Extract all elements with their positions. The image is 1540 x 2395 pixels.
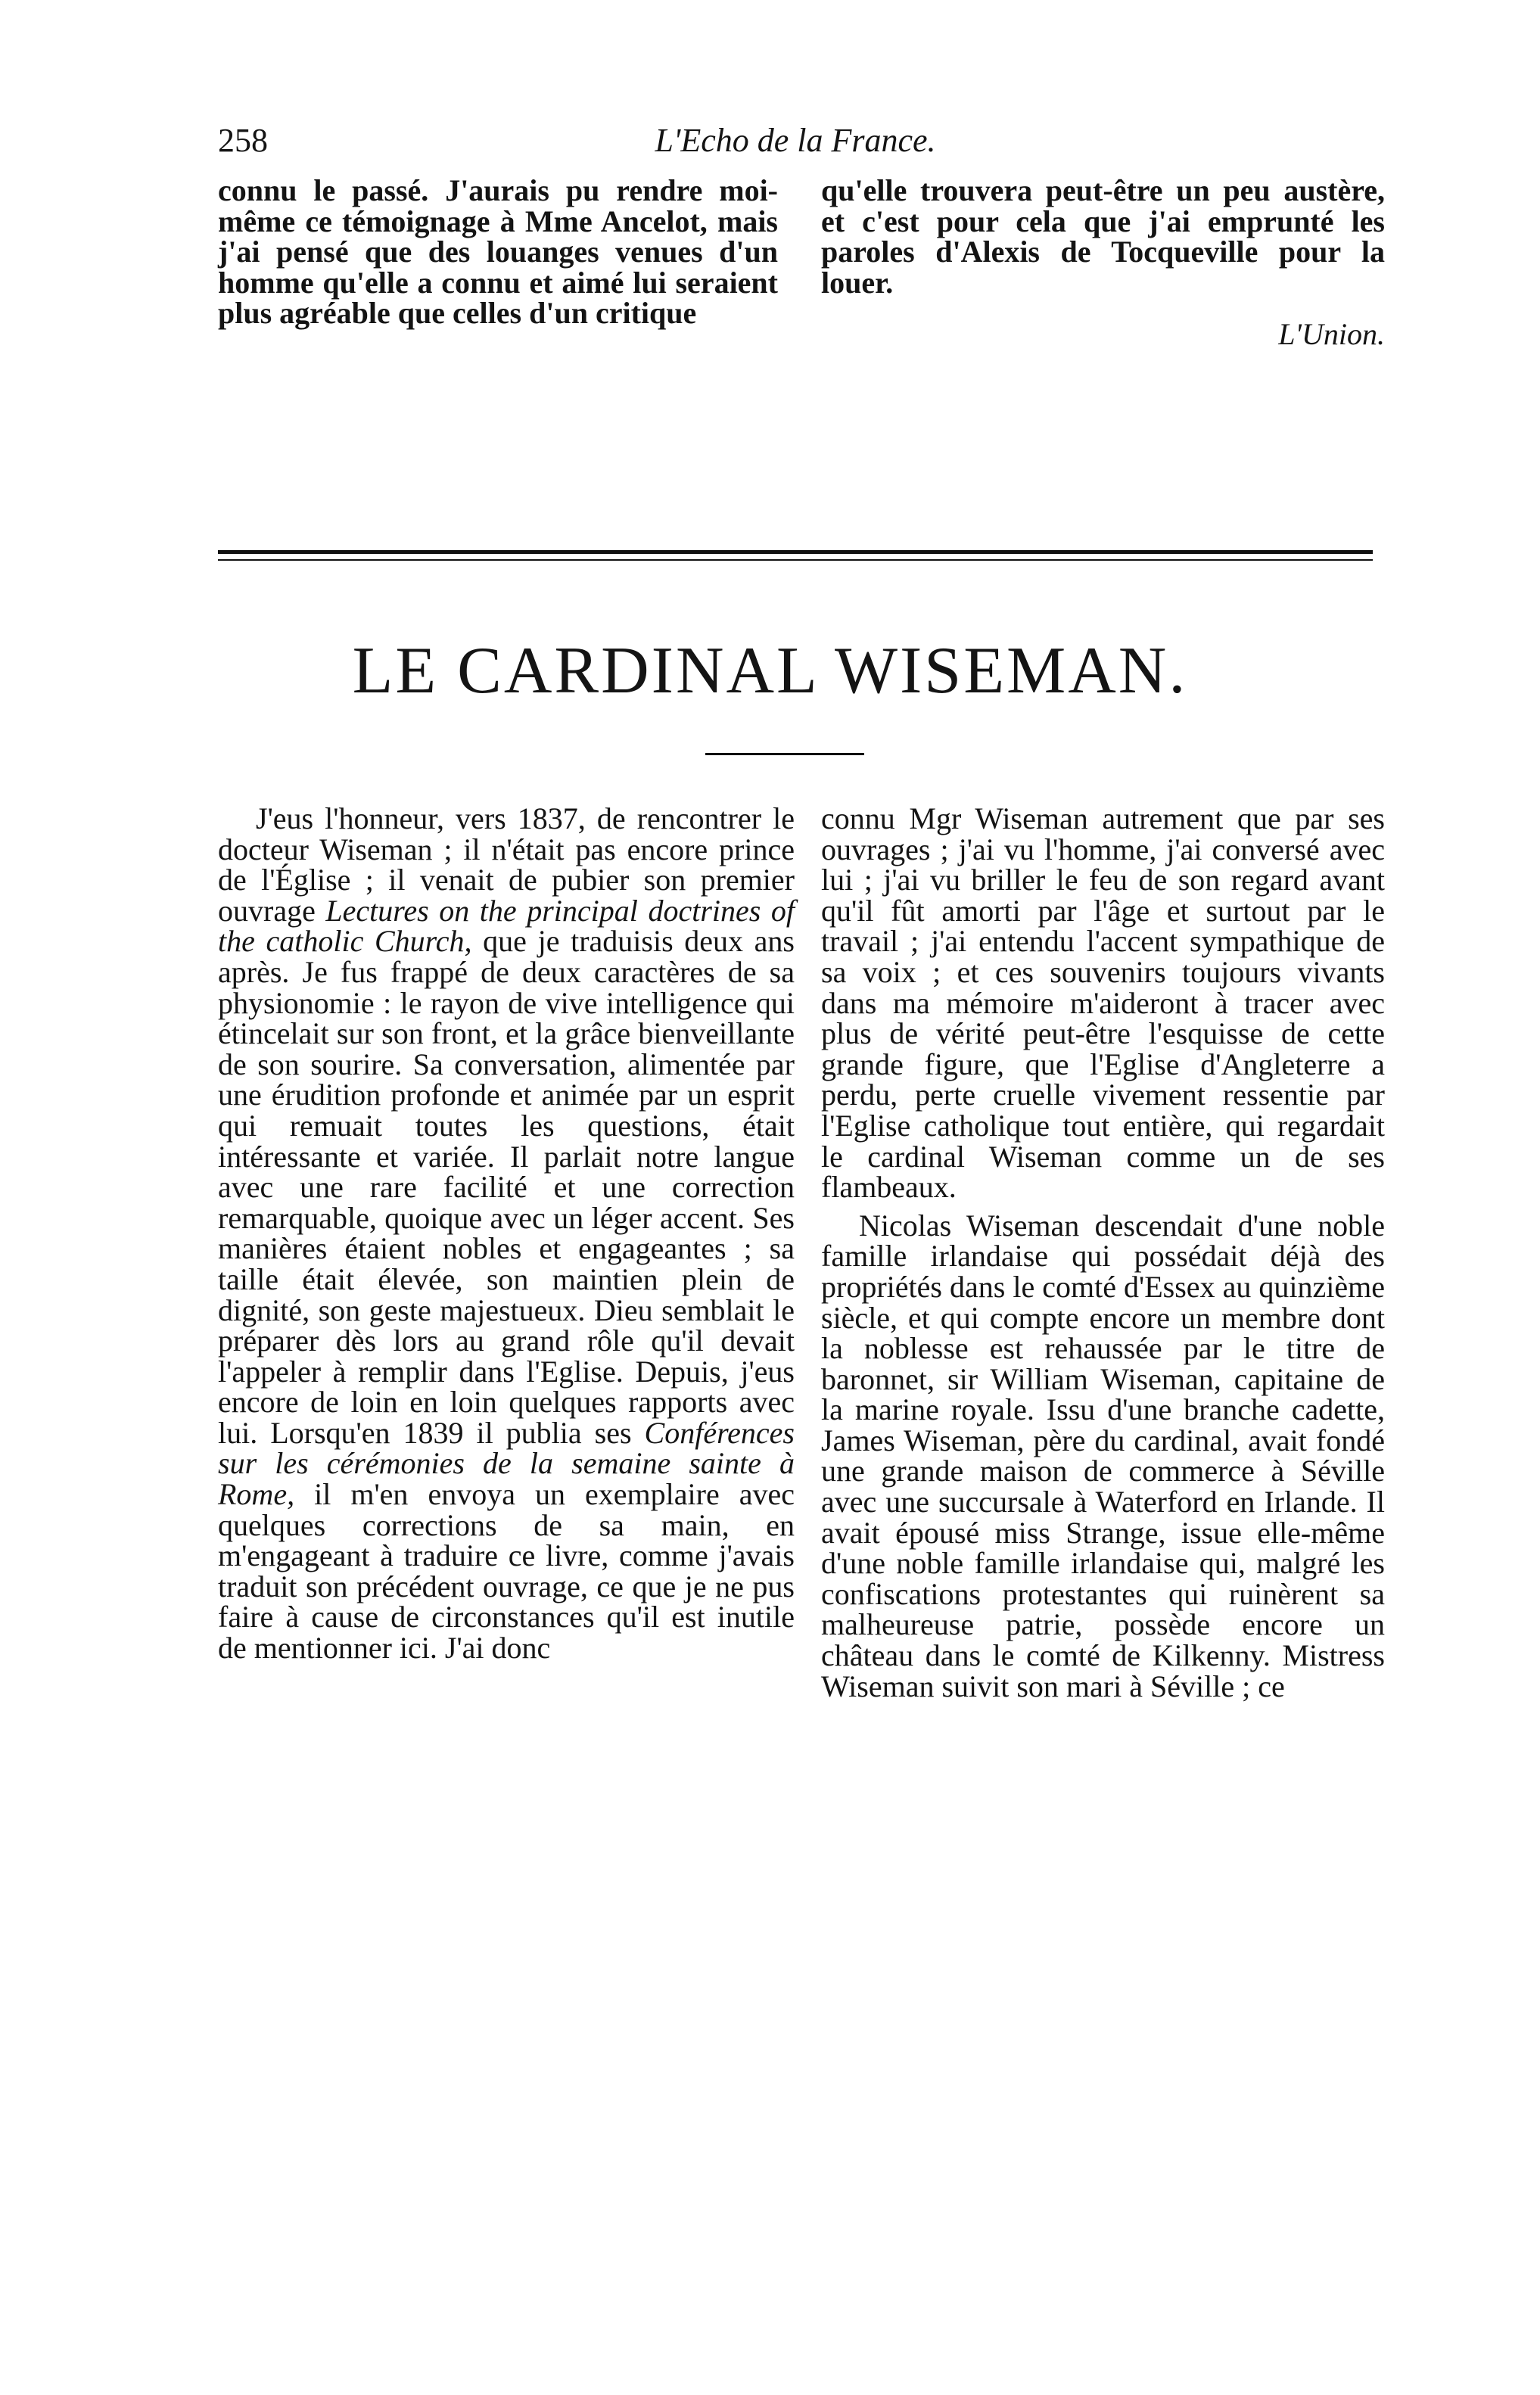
text-run: que je traduisis deux ans après. Je fus frappé de deux caractères de sa physionomie : le rayon de vive intelligence qui étincelait sur son front, et la grâce bienveillante de son sourire. Sa conversation, alimentée par une érudition profonde et animée par un esprit qui remuait toutes les questions, était intéressante et variée. Il parlait notre langue avec une rare facilité et une correction remarquable, quoique avec un léger accent. Ses manières étaient nobles et engageantes ; sa taille était élevée, son maintien plein de dignité, son geste majestueux. Dieu semblait le préparer dès lors au grand rôle qu'il devait l'appeler à remplir dans l'Eglise. Depuis, j'eus encore de loin en loin quelques rapports avec lui. Lorsqu'en 1839 il publia ses bbox=[218, 924, 795, 1450]
article-title: LE CARDINAL WISEMAN. bbox=[352, 634, 1188, 708]
previous-article-right-text: qu'elle trouvera peut-être un peu austère, et c'est pour cela que j'ai emprunté les paroles d'Alexis de Tocqueville pour la louer. bbox=[821, 173, 1385, 300]
text-run: J'eus l'honneur, vers 1837, de rencontrer le docteur Wiseman ; il n'était pas encore prince de l'Église ; il venait de pubier son premier ouvrage bbox=[218, 801, 795, 928]
title-underline bbox=[705, 753, 864, 755]
italic-book-title: Lectures on the principal doctrines of the catholic Church, bbox=[218, 893, 795, 959]
section-divider bbox=[218, 550, 1373, 561]
source-signature: L'Union. bbox=[1278, 317, 1385, 352]
previous-article-right-column bbox=[821, 173, 1385, 352]
article-right-column bbox=[821, 801, 1385, 1703]
article-paragraph: connu Mgr Wiseman autrement que par ses ouvrages ; j'ai vu l'homme, j'ai conversé avec lui ; j'ai vu briller le feu de son regard avant qu'il fût amorti par l'âge et surtout par le travail ; j'ai entendu l'accent sympathique de sa voix ; et ces souvenirs toujours vivants dans ma mémoire m'aideront à tracer avec plus de vérité peut-être l'esquisse de cette grande figure, que l'Eglise d'Angleterre a perdu, perte cruelle vivement ressentie par l'Eglise catholique tout entière, qui regardait le cardinal Wiseman comme un de ses flambeaux. bbox=[821, 801, 1385, 1205]
article-paragraph: Nicolas Wiseman descendait d'une noble famille irlandaise qui possédait déjà des propriétés dans le comté d'Essex au quinzième siècle, et qui compte encore un membre dont la noblesse est rehaussée par le titre de baronnet, sir William Wiseman, capitaine de la marine royale. Issu d'une branche cadette, James Wiseman, père du cardinal, avait fondé une grande maison de commerce à Séville avec une succursale à Waterford en Irlande. Il avait épousé miss Strange, issue elle-même d'une noble famille irlandaise qui, malgré les confiscations protestantes qui ruinèrent sa malheureuse patrie, possède encore un château dans le comté de Kilkenny. Mistress Wiseman suivit son mari à Séville ; ce bbox=[821, 1208, 1385, 1703]
article-paragraph bbox=[218, 801, 795, 1666]
page-header bbox=[218, 121, 1373, 174]
running-title: L'Echo de la France. bbox=[655, 122, 936, 159]
text-run: il m'en envoya un exemplaire avec quelques corrections de sa main, en m'engageant à traduire ce livre, comme j'avais traduit son précédent ouvrage, ce que je ne pus faire à cause de circonstances qu'il est inutile de mentionner ici. J'ai donc bbox=[218, 1477, 795, 1666]
previous-article-left-text: connu le passé. J'aurais pu rendre moi-même ce témoignage à Mme Ancelot, mais j'ai pensé que des louanges venues d'un homme qu'elle a connu et aimé lui seraient plus agréable que celles d'un critique bbox=[218, 173, 778, 331]
italic-book-title: Conférences sur les cérémonies de la semaine sainte à Rome, bbox=[218, 1415, 795, 1512]
page-number: 258 bbox=[218, 122, 268, 159]
previous-article-left-column bbox=[218, 173, 778, 331]
article-left-column bbox=[218, 801, 795, 1666]
